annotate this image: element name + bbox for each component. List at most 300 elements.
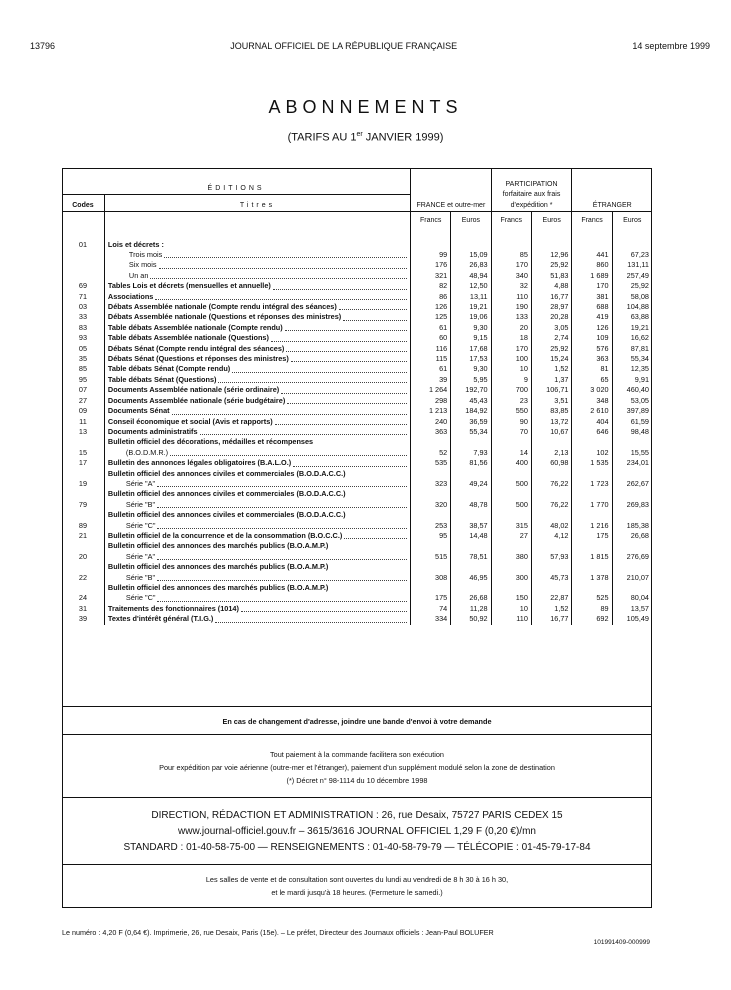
row-value-se: 53,05	[612, 396, 652, 406]
row-value-pf: 90	[491, 417, 531, 427]
row-code: 01	[78, 239, 88, 249]
table-row	[62, 510, 652, 531]
row-value-f: 363	[411, 427, 451, 437]
table-row	[62, 417, 652, 427]
row-title-text: Table débats Assemblée nationale (Questions)	[107, 333, 269, 343]
row-value-e: 45,43	[451, 396, 491, 406]
row-title-text: Bulletin officiel des décorations, médailles et récompenses	[107, 437, 314, 447]
row-value-pf: 500	[491, 489, 531, 510]
row-value-sf: 419	[572, 312, 612, 322]
row-value-f: 61	[411, 323, 451, 333]
row-value-se: 210,07	[612, 562, 652, 583]
row-title-text: Table débats Assemblée nationale (Compte rendu)	[107, 322, 283, 332]
row-subtitle: Série "B"	[125, 572, 156, 582]
table-row	[62, 489, 652, 510]
row-value-pf: 18	[491, 333, 531, 343]
row-value-pf: 10	[491, 364, 531, 374]
row-value-f: 320	[411, 489, 451, 510]
row-value-pf: 700	[491, 385, 531, 395]
page-title: ABONNEMENTS	[268, 97, 463, 117]
row-value-pf: 133	[491, 312, 531, 322]
codes-header: Codes	[62, 195, 104, 212]
row-value-sf: 1 815	[572, 541, 612, 562]
part-euros-header: Euros	[531, 212, 572, 227]
row-title	[104, 396, 410, 406]
row-value-pe: 15,24	[531, 354, 572, 364]
row-value-f: 115	[411, 354, 451, 364]
table-row	[62, 541, 652, 562]
row-value-se: 12,35	[612, 364, 652, 374]
row-code: 85	[78, 364, 88, 374]
payment-note-3: (*) Décret n° 98-1114 du 10 décembre 1998	[286, 776, 428, 785]
row-value-se	[612, 226, 652, 250]
editions-header: ÉDITIONS	[62, 168, 411, 195]
row-value-pe: 2,74	[531, 333, 572, 343]
row-title-text: Documents Assemblée nationale (série ordinaire)	[107, 385, 280, 395]
row-value-pe: 51,83	[531, 271, 572, 281]
row-title	[104, 583, 410, 604]
row-value-e: 49,24	[451, 469, 491, 490]
row-value-f: 515	[411, 541, 451, 562]
row-value-pe: 3,05	[531, 323, 572, 333]
row-value-se: 234,01	[612, 458, 652, 468]
row-value-pe: 13,72	[531, 417, 572, 427]
page-number: 13796	[30, 41, 56, 51]
row-value-e: 78,51	[451, 541, 491, 562]
table-row	[62, 604, 652, 614]
row-title-text: Documents administratifs	[107, 426, 198, 436]
row-code: 22	[78, 572, 88, 582]
row-subtitle: Série "A"	[125, 478, 156, 488]
row-value-f: 99	[411, 250, 451, 260]
row-value-f: 176	[411, 260, 451, 270]
row-code: 79	[78, 499, 88, 509]
row-value-pe: 48,02	[531, 510, 572, 531]
table-row	[62, 271, 652, 281]
row-title	[104, 427, 410, 437]
row-value-se: 16,62	[612, 333, 652, 343]
row-code	[62, 271, 104, 281]
row-value-se: 61,59	[612, 417, 652, 427]
row-title	[104, 510, 410, 531]
row-value-sf: 2 610	[572, 406, 612, 416]
row-value-pe	[531, 226, 572, 250]
row-value-pe: 60,98	[531, 458, 572, 468]
row-value-se: 87,81	[612, 344, 652, 354]
page-header	[30, 41, 710, 51]
row-title	[104, 604, 410, 614]
etr-euros-header: Euros	[612, 212, 652, 227]
row-code	[62, 260, 104, 270]
row-value-f: 308	[411, 562, 451, 583]
row-title-text: Débats Sénat (Questions et réponses des ministres)	[107, 354, 289, 364]
row-value-e: 12,50	[451, 281, 491, 291]
part-francs-header: Francs	[491, 212, 531, 227]
row-title-text: Six mois	[128, 260, 157, 270]
separator-1	[62, 706, 652, 707]
row-value-sf: 688	[572, 302, 612, 312]
table-row	[62, 281, 652, 291]
row-code: 19	[78, 478, 88, 488]
row-value-sf: 860	[572, 260, 612, 270]
row-title	[104, 344, 410, 354]
row-title	[104, 354, 410, 364]
row-value-f: 298	[411, 396, 451, 406]
row-title	[104, 364, 410, 374]
row-value-e: 55,34	[451, 427, 491, 437]
row-title	[104, 417, 410, 427]
row-value-f	[411, 226, 451, 250]
row-value-pf: 170	[491, 260, 531, 270]
row-value-f: 175	[411, 583, 451, 604]
row-value-pf: 70	[491, 427, 531, 437]
row-value-pf: 10	[491, 604, 531, 614]
row-value-pe: 10,67	[531, 427, 572, 437]
france-francs-header: Francs	[411, 212, 451, 227]
row-value-sf: 1 770	[572, 489, 612, 510]
row-title	[104, 562, 410, 583]
row-title-text: Débats Assemblée nationale (Questions et réponses des ministres)	[107, 312, 342, 322]
row-value-e: 15,09	[451, 250, 491, 260]
row-value-f: 1 213	[411, 406, 451, 416]
row-title-text: Table débats Sénat (Compte rendu)	[107, 364, 231, 374]
row-title	[104, 614, 410, 624]
row-value-e: 19,21	[451, 302, 491, 312]
row-value-se: 397,89	[612, 406, 652, 416]
row-value-pf: 110	[491, 614, 531, 624]
journal-name: JOURNAL OFFICIEL DE LA RÉPUBLIQUE FRANÇAISE	[230, 41, 458, 51]
row-value-se: 185,38	[612, 510, 652, 531]
row-title	[104, 302, 410, 312]
row-value-e: 17,53	[451, 354, 491, 364]
row-value-f: 86	[411, 292, 451, 302]
row-value-e: 81,56	[451, 458, 491, 468]
row-value-f: 1 264	[411, 385, 451, 395]
row-title-text: Traitements des fonctionnaires (1014)	[107, 603, 239, 613]
row-code: 35	[78, 354, 88, 364]
row-title	[104, 226, 410, 250]
row-code: 13	[78, 426, 88, 436]
row-value-sf: 692	[572, 614, 612, 624]
row-subtitle: Série "C"	[125, 520, 156, 530]
row-value-f: 74	[411, 604, 451, 614]
row-title	[104, 281, 410, 291]
separator-2	[62, 734, 652, 735]
table-row	[62, 614, 652, 624]
row-title-text: Lois et décrets :	[107, 239, 164, 249]
row-value-pf: 500	[491, 469, 531, 490]
table-row	[62, 364, 652, 374]
table-row	[62, 469, 652, 490]
row-value-pf: 32	[491, 281, 531, 291]
row-value-pf: 150	[491, 583, 531, 604]
row-value-se: 15,55	[612, 437, 652, 458]
table-row	[62, 312, 652, 322]
row-title	[104, 385, 410, 395]
row-code: 03	[78, 302, 88, 312]
table-row	[62, 323, 652, 333]
row-value-pf: 340	[491, 271, 531, 281]
row-code: 39	[78, 614, 88, 624]
row-value-f: 125	[411, 312, 451, 322]
row-value-pe: 45,73	[531, 562, 572, 583]
titres-sub-empty	[104, 212, 410, 227]
row-value-pe: 106,71	[531, 385, 572, 395]
row-code: 07	[78, 385, 88, 395]
row-title	[104, 292, 410, 302]
table-row	[62, 427, 652, 437]
row-value-sf: 102	[572, 437, 612, 458]
row-value-pe: 25,92	[531, 344, 572, 354]
row-value-pe: 20,28	[531, 312, 572, 322]
row-title-text: Conseil économique et social (Avis et rapports)	[107, 416, 273, 426]
row-value-sf: 65	[572, 375, 612, 385]
row-value-f: 321	[411, 271, 451, 281]
payment-note-2: Pour expédition par voie aérienne (outre-mer et l'étranger), paiement d'un supplément modulé selon la zone de destination	[159, 763, 555, 772]
direction-line-2: www.journal-officiel.gouv.fr – 3615/3616 JOURNAL OFFICIEL 1,29 F (0,20 €)/mn	[178, 826, 536, 837]
table-row	[62, 226, 652, 250]
row-value-pf: 100	[491, 354, 531, 364]
row-title-text: Documents Assemblée nationale (série budgétaire)	[107, 395, 286, 405]
hours-line-1: Les salles de vente et de consultation sont ouvertes du lundi au vendredi de 8 h 30 à 16 h 30,	[205, 875, 509, 884]
table-row	[62, 250, 652, 260]
row-title	[104, 250, 410, 260]
table-row	[62, 406, 652, 416]
row-value-e: 9,30	[451, 323, 491, 333]
row-value-sf: 525	[572, 583, 612, 604]
row-title	[104, 312, 410, 322]
row-value-pe: 28,97	[531, 302, 572, 312]
row-title-text: Bulletin officiel des annonces civiles et commerciales (B.O.D.A.C.C.)	[107, 489, 346, 499]
row-value-e: 48,94	[451, 271, 491, 281]
row-value-sf: 3 020	[572, 385, 612, 395]
row-value-se: 80,04	[612, 583, 652, 604]
row-value-se: 63,88	[612, 312, 652, 322]
row-value-sf: 89	[572, 604, 612, 614]
hours-line-2: et le mardi jusqu'à 18 heures. (Fermeture le samedi.)	[271, 888, 443, 897]
row-value-f: 535	[411, 458, 451, 468]
row-value-e: 46,95	[451, 562, 491, 583]
row-value-se: 58,08	[612, 292, 652, 302]
row-title-text: Trois mois	[128, 250, 163, 259]
rates-body	[62, 226, 652, 625]
row-value-pf	[491, 226, 531, 250]
row-value-sf: 81	[572, 364, 612, 374]
row-value-f: 253	[411, 510, 451, 531]
row-title	[104, 323, 410, 333]
row-title-text: Débats Assemblée nationale (Compte rendu intégral des séances)	[107, 302, 337, 312]
row-value-sf: 348	[572, 396, 612, 406]
row-value-se: 257,49	[612, 271, 652, 281]
row-value-pe: 2,13	[531, 437, 572, 458]
row-title	[104, 333, 410, 343]
row-value-e: 19,06	[451, 312, 491, 322]
row-title-text: Associations	[107, 291, 154, 301]
row-value-pe: 57,93	[531, 541, 572, 562]
page-subtitle	[0, 131, 731, 144]
etr-francs-header: Francs	[572, 212, 612, 227]
row-value-pe: 4,12	[531, 531, 572, 541]
row-value-pf: 110	[491, 292, 531, 302]
row-value-sf: 170	[572, 281, 612, 291]
row-value-e: 14,48	[451, 531, 491, 541]
row-value-se: 276,69	[612, 541, 652, 562]
row-title-text: Bulletin des annonces légales obligatoires (B.A.L.O.)	[107, 458, 292, 468]
row-value-e: 38,57	[451, 510, 491, 531]
row-value-pf: 315	[491, 510, 531, 531]
row-code: 15	[78, 447, 88, 457]
table-row	[62, 292, 652, 302]
row-subtitle: (B.O.D.M.R.)	[125, 447, 169, 457]
row-value-sf: 1 535	[572, 458, 612, 468]
row-value-se: 26,68	[612, 531, 652, 541]
direction-line-3: STANDARD : 01-40-58-75-00 — RENSEIGNEMENTS : 01-40-58-79-79 — TÉLÉCOPIE : 01-45-79-17-84	[123, 842, 591, 853]
row-value-f: 52	[411, 437, 451, 458]
row-value-sf: 576	[572, 344, 612, 354]
row-subtitle: Série "A"	[125, 551, 156, 561]
row-value-pe: 16,77	[531, 292, 572, 302]
row-value-e	[451, 226, 491, 250]
row-value-f: 240	[411, 417, 451, 427]
row-value-e: 36,59	[451, 417, 491, 427]
row-code: 09	[78, 406, 88, 416]
row-value-e: 50,92	[451, 614, 491, 624]
row-code: 95	[78, 374, 88, 384]
table-row	[62, 333, 652, 343]
row-value-f: 126	[411, 302, 451, 312]
france-header: FRANCE et outre-mer	[411, 168, 491, 212]
row-code: 27	[78, 395, 88, 405]
row-value-sf	[572, 226, 612, 250]
table-row	[62, 458, 652, 468]
row-value-pf: 85	[491, 250, 531, 260]
row-value-sf: 109	[572, 333, 612, 343]
row-value-pf: 23	[491, 396, 531, 406]
row-value-sf: 363	[572, 354, 612, 364]
row-value-se: 105,49	[612, 614, 652, 624]
row-value-pe: 76,22	[531, 469, 572, 490]
row-title-text: Tables Lois et décrets (mensuelles et annuelle)	[107, 281, 271, 291]
row-value-f: 39	[411, 375, 451, 385]
row-title	[104, 375, 410, 385]
row-value-sf: 404	[572, 417, 612, 427]
row-code: 20	[78, 551, 88, 561]
row-code: 21	[78, 530, 88, 540]
row-value-pe: 16,77	[531, 614, 572, 624]
row-value-pf: 400	[491, 458, 531, 468]
row-value-pe: 4,88	[531, 281, 572, 291]
table-row	[62, 437, 652, 458]
row-value-pe: 22,87	[531, 583, 572, 604]
row-code: 83	[78, 322, 88, 332]
row-value-sf: 1 216	[572, 510, 612, 531]
row-value-pe: 1,37	[531, 375, 572, 385]
address-notice: En cas de changement d'adresse, joindre une bande d'envoi à votre demande	[222, 717, 492, 726]
row-value-pf: 20	[491, 323, 531, 333]
row-title-text: Bulletin officiel des annonces des marchés publics (B.O.A.M.P.)	[107, 583, 329, 592]
row-title-text: Table débats Sénat (Questions)	[107, 374, 217, 384]
row-value-se: 131,11	[612, 260, 652, 270]
row-value-se: 9,91	[612, 375, 652, 385]
row-value-f: 116	[411, 344, 451, 354]
row-value-pf: 27	[491, 531, 531, 541]
row-value-se: 25,92	[612, 281, 652, 291]
row-title	[104, 469, 410, 490]
row-value-pf: 170	[491, 344, 531, 354]
row-value-e: 48,78	[451, 489, 491, 510]
table-row	[62, 344, 652, 354]
etranger-header: ÉTRANGER	[572, 168, 652, 212]
row-title-text: Bulletin officiel des annonces civiles et commerciales (B.O.D.A.C.C.)	[107, 510, 346, 520]
table-row	[62, 302, 652, 312]
row-title	[104, 406, 410, 416]
row-title-text: Bulletin officiel des annonces des marchés publics (B.O.A.M.P.)	[107, 541, 329, 551]
row-value-e: 192,70	[451, 385, 491, 395]
subtitle-pre: (TARIFS AU 1	[287, 131, 357, 144]
row-code: 05	[78, 343, 88, 353]
row-value-e: 17,68	[451, 344, 491, 354]
row-value-se: 262,67	[612, 469, 652, 490]
table-row	[62, 396, 652, 406]
participation-header: PARTICIPATION forfaitaire aux frais d'expédition *	[491, 168, 572, 212]
separator-4	[62, 864, 652, 865]
row-value-se: 13,57	[612, 604, 652, 614]
direction-line-1: DIRECTION, RÉDACTION ET ADMINISTRATION : 26, rue Desaix, 75727 PARIS CEDEX 15	[151, 810, 563, 821]
row-value-se: 460,40	[612, 385, 652, 395]
row-value-se: 269,83	[612, 489, 652, 510]
row-value-se: 104,88	[612, 302, 652, 312]
row-code: 31	[78, 603, 88, 613]
row-value-pf: 190	[491, 302, 531, 312]
row-title-text: Bulletin officiel de la concurrence et de la consommation (B.O.C.C.)	[107, 530, 343, 540]
footer-code: 101991409-000999	[593, 939, 650, 946]
rates-table	[62, 168, 652, 625]
row-title-text: Bulletin officiel des annonces des marchés publics (B.O.A.M.P.)	[107, 562, 329, 572]
row-value-f: 60	[411, 333, 451, 343]
row-title	[104, 531, 410, 541]
row-title	[104, 541, 410, 562]
row-value-pf: 300	[491, 562, 531, 583]
subtitle-sup: er	[356, 131, 363, 138]
row-value-e: 9,15	[451, 333, 491, 343]
row-value-f: 323	[411, 469, 451, 490]
row-title	[104, 271, 410, 281]
row-value-sf: 441	[572, 250, 612, 260]
row-value-f: 82	[411, 281, 451, 291]
row-value-e: 7,93	[451, 437, 491, 458]
row-subtitle: Série "C"	[125, 593, 156, 603]
row-code: 24	[78, 593, 88, 603]
row-value-se: 67,23	[612, 250, 652, 260]
titres-header: Titres	[104, 195, 410, 212]
row-title-text: Débats Sénat (Compte rendu intégral des séances)	[107, 343, 285, 353]
row-value-pf: 380	[491, 541, 531, 562]
payment-note-1: Tout paiement à la commande facilitera son exécution	[269, 750, 444, 759]
row-value-e: 26,83	[451, 260, 491, 270]
row-value-e: 13,11	[451, 292, 491, 302]
row-value-pe: 76,22	[531, 489, 572, 510]
row-value-sf: 1 689	[572, 271, 612, 281]
row-value-se: 98,48	[612, 427, 652, 437]
row-code: 11	[79, 416, 87, 426]
row-value-pe: 1,52	[531, 364, 572, 374]
row-code	[62, 250, 104, 260]
table-row	[62, 260, 652, 270]
row-code: 93	[78, 333, 88, 343]
row-title-text: Textes d'intérêt général (T.I.G.)	[107, 614, 214, 624]
row-title	[104, 489, 410, 510]
row-value-f: 334	[411, 614, 451, 624]
